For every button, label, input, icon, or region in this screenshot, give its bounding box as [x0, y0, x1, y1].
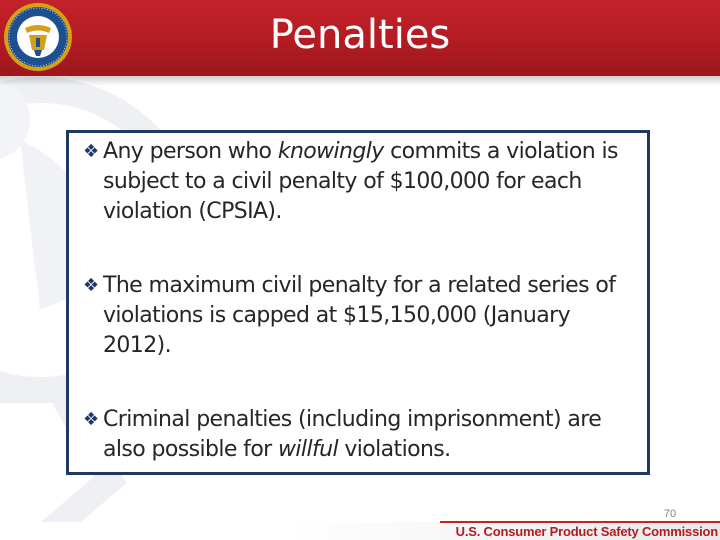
bullet-text: The maximum civil penalty for a related series of violations is capped at $15,150,000 (January 2012).: [103, 273, 616, 358]
content-box: [66, 130, 650, 475]
bullet-text: Criminal penalties (including imprisonment) are also possible for willful violations.: [103, 407, 602, 462]
diamond-quad-icon: ❖: [83, 141, 99, 162]
bullet-text: Any person who knowingly commits a violation is subject to a civil penalty of $100,000 for each violation (CPSIA).: [103, 139, 618, 224]
footer-agency-name: U.S. Consumer Product Safety Commission: [455, 524, 718, 539]
page-number: 70: [663, 508, 677, 520]
diamond-quad-icon: ❖: [83, 275, 99, 296]
cpsc-seal-icon: [3, 2, 73, 72]
bullet-item: [83, 405, 643, 465]
slide-title: Penalties: [269, 12, 451, 58]
bullet-item: [83, 271, 643, 361]
bullet-item: [83, 137, 643, 227]
diamond-quad-icon: ❖: [83, 409, 99, 430]
banner-shadow: [0, 76, 720, 86]
footer-divider: [440, 521, 720, 523]
